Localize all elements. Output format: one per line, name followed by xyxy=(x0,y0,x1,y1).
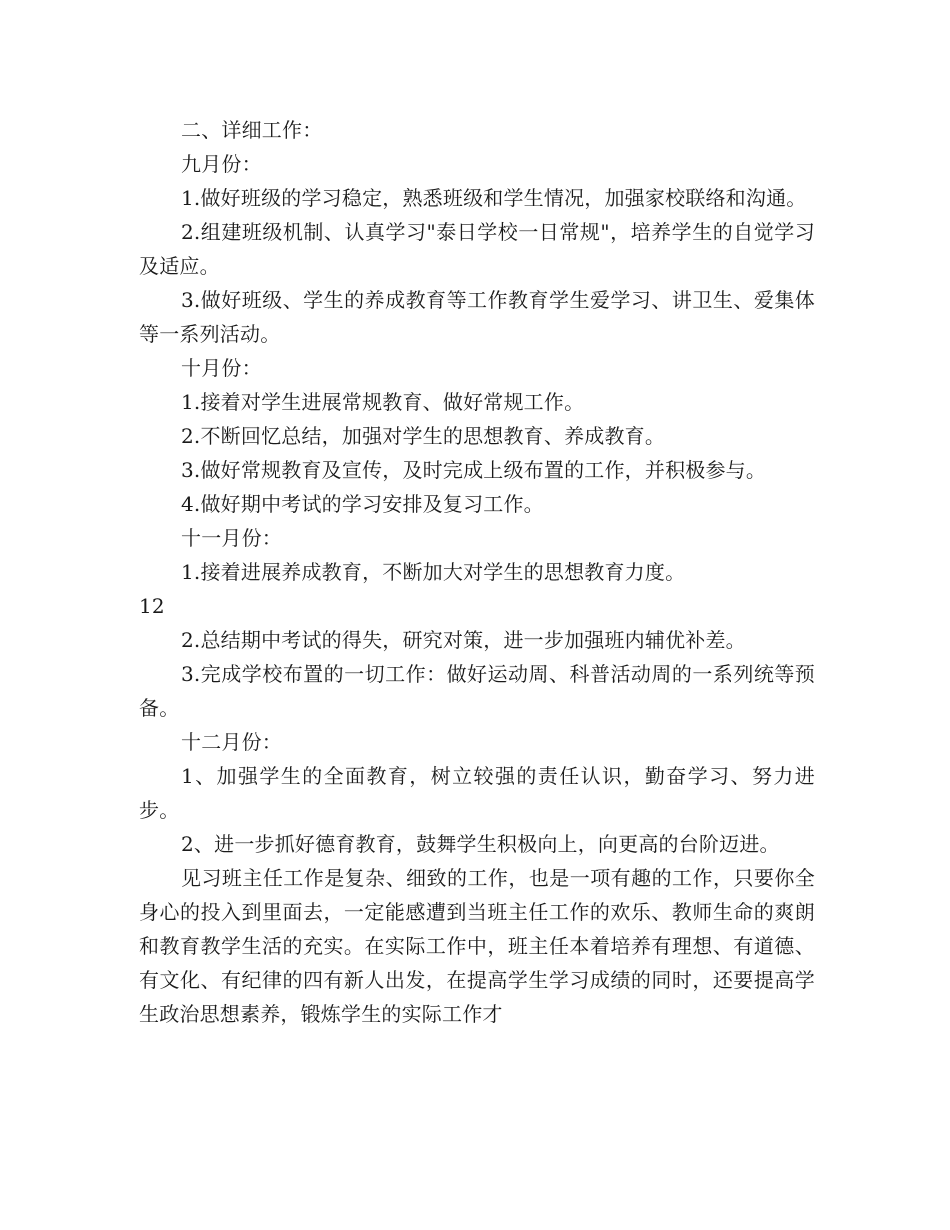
paragraph: 2.不断回忆总结，加强对学生的思想教育、养成教育。 xyxy=(181,424,666,448)
document-body xyxy=(139,113,815,1031)
paragraph: 1、加强学生的全面教育，树立较强的责任认识，勤奋学习、努力进步。 xyxy=(139,764,815,822)
paragraph: 3.完成学校布置的一切工作：做好运动周、科普活动周的一系列统等预备。 xyxy=(139,662,815,720)
paragraph: 1.接着进展养成教育，不断加大对学生的思想教育力度。 xyxy=(181,560,686,584)
section-heading: 二、详细工作： xyxy=(181,118,323,142)
paragraph: 2.组建班级机制、认真学习"泰日学校一日常规"，培养学生的自觉学习及适应。 xyxy=(139,220,815,278)
paragraph: 3.做好班级、学生的养成教育等工作教育学生爱学习、讲卫生、爱集体等一系列活动。 xyxy=(139,288,815,346)
summary-paragraph: 见习班主任工作是复杂、细致的工作，也是一项有趣的工作，只要你全身心的投入到里面去，一定能感遭到当班主任工作的欢乐、教师生命的爽朗和教育教学生活的充实。在实际工作中，班主任本着培养有理想、有道德、有文化、有纪律的四有新人出发，在提高学生学习成绩的同时，还要提高学生政治思想素养，锻炼学生的实际工作才 xyxy=(139,866,815,1026)
month-heading-november: 十一月份： xyxy=(181,526,282,550)
paragraph: 1.做好班级的学习稳定，熟悉班级和学生情况，加强家校联络和沟通。 xyxy=(181,186,807,210)
page-number: 12 xyxy=(139,594,165,618)
paragraph: 4.做好期中考试的学习安排及复习工作。 xyxy=(181,492,544,516)
paragraph: 2.总结期中考试的得失，研究对策，进一步加强班内辅优补差。 xyxy=(181,628,746,652)
paragraph: 1.接着对学生进展常规教育、做好常规工作。 xyxy=(181,390,585,414)
paragraph: 3.做好常规教育及宣传，及时完成上级布置的工作，并积极参与。 xyxy=(181,458,767,482)
month-heading-october: 十月份： xyxy=(181,356,262,380)
month-heading-september: 九月份： xyxy=(181,152,262,176)
paragraph: 2、进一步抓好德育教育，鼓舞学生积极向上，向更高的台阶迈进。 xyxy=(181,832,780,856)
month-heading-december: 十二月份： xyxy=(181,730,282,754)
